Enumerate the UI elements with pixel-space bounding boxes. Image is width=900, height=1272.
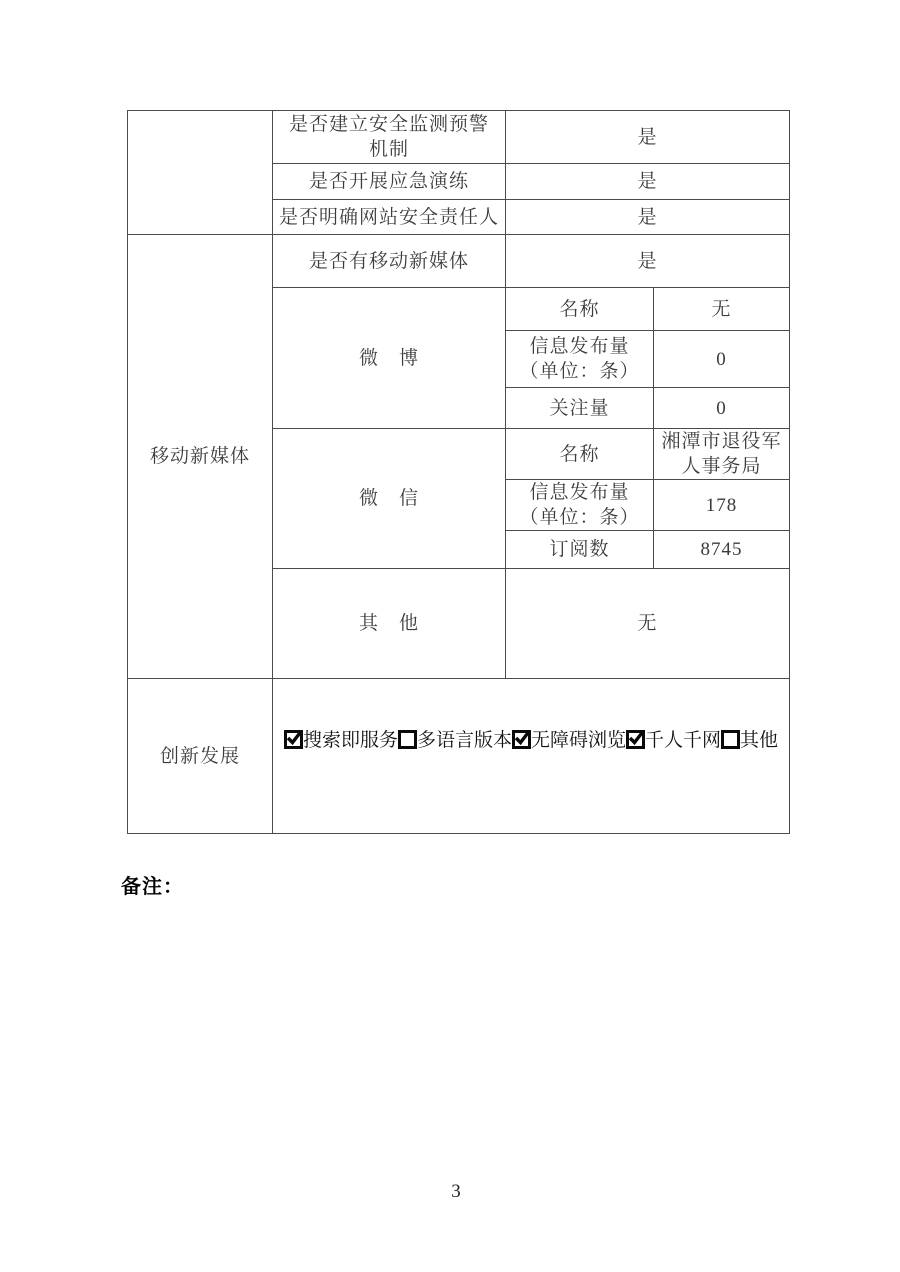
innovation-options-cell: [273, 679, 790, 834]
label-weibo-followers: 关注量: [506, 388, 654, 429]
label-wechat-name: 名称: [506, 429, 654, 480]
label-security-warning-mechanism: [273, 111, 506, 164]
empty-section-cell: [128, 111, 273, 235]
label-line: （单位：条）: [519, 361, 640, 382]
label-other-media: 其 他: [273, 569, 506, 679]
option-other: [721, 728, 778, 753]
label-wechat: 微 信: [273, 429, 506, 569]
annual-report-table: [127, 110, 790, 834]
checkbox-icon: [721, 730, 740, 749]
checkbox-label: 其他: [740, 729, 779, 751]
remarks-label: 备注：: [121, 876, 184, 898]
section-label-innovation: 创新发展: [128, 679, 273, 834]
section-label-mobile-media: 移动新媒体: [128, 235, 273, 679]
label-wechat-subscribers: 订阅数: [506, 531, 654, 569]
checkbox-icon: [284, 730, 303, 749]
option-search-as-service: [284, 728, 398, 753]
label-has-mobile-media: 是否有移动新媒体: [273, 235, 506, 288]
option-multilingual: [398, 728, 512, 753]
value-has-mobile-media: 是: [506, 235, 790, 288]
value-weibo-posts: 0: [654, 331, 790, 388]
value-line: 湘潭市退役军: [661, 431, 782, 452]
label-wechat-posts: [506, 480, 654, 531]
label-line: 信息发布量: [529, 336, 630, 357]
checkbox-icon: [626, 730, 645, 749]
value-security-warning-mechanism: 是: [506, 111, 790, 164]
innovation-options: [273, 728, 789, 753]
label-weibo-name: 名称: [506, 288, 654, 331]
value-wechat-posts: 178: [654, 480, 790, 531]
label-security-responsible-person: 是否明确网站安全责任人: [273, 200, 506, 235]
checkbox-icon: [512, 730, 531, 749]
value-wechat-name: [654, 429, 790, 480]
checkbox-label: 多语言版本: [416, 729, 512, 751]
label-line: 机制: [368, 139, 409, 160]
value-line: 人事务局: [681, 456, 762, 477]
checkbox-label: 无障碍浏览: [531, 729, 627, 751]
label-emergency-drill: 是否开展应急演练: [273, 164, 506, 200]
checkbox-label: 千人千网: [645, 729, 722, 751]
label-weibo: 微 博: [273, 288, 506, 429]
label-weibo-posts: [506, 331, 654, 388]
option-accessibility: [512, 728, 626, 753]
value-security-responsible-person: 是: [506, 200, 790, 235]
value-weibo-name: 无: [654, 288, 790, 331]
value-weibo-followers: 0: [654, 388, 790, 429]
checkbox-label: 搜索即服务: [302, 729, 398, 751]
checkbox-icon: [398, 730, 417, 749]
option-personalized: [626, 728, 721, 753]
value-wechat-subscribers: 8745: [654, 531, 790, 569]
value-other-media: 无: [506, 569, 790, 679]
value-emergency-drill: 是: [506, 164, 790, 200]
label-line: 是否建立安全监测预警: [288, 114, 489, 135]
page-number: 3: [451, 1181, 461, 1202]
label-line: （单位：条）: [519, 507, 640, 528]
label-line: 信息发布量: [529, 482, 630, 503]
